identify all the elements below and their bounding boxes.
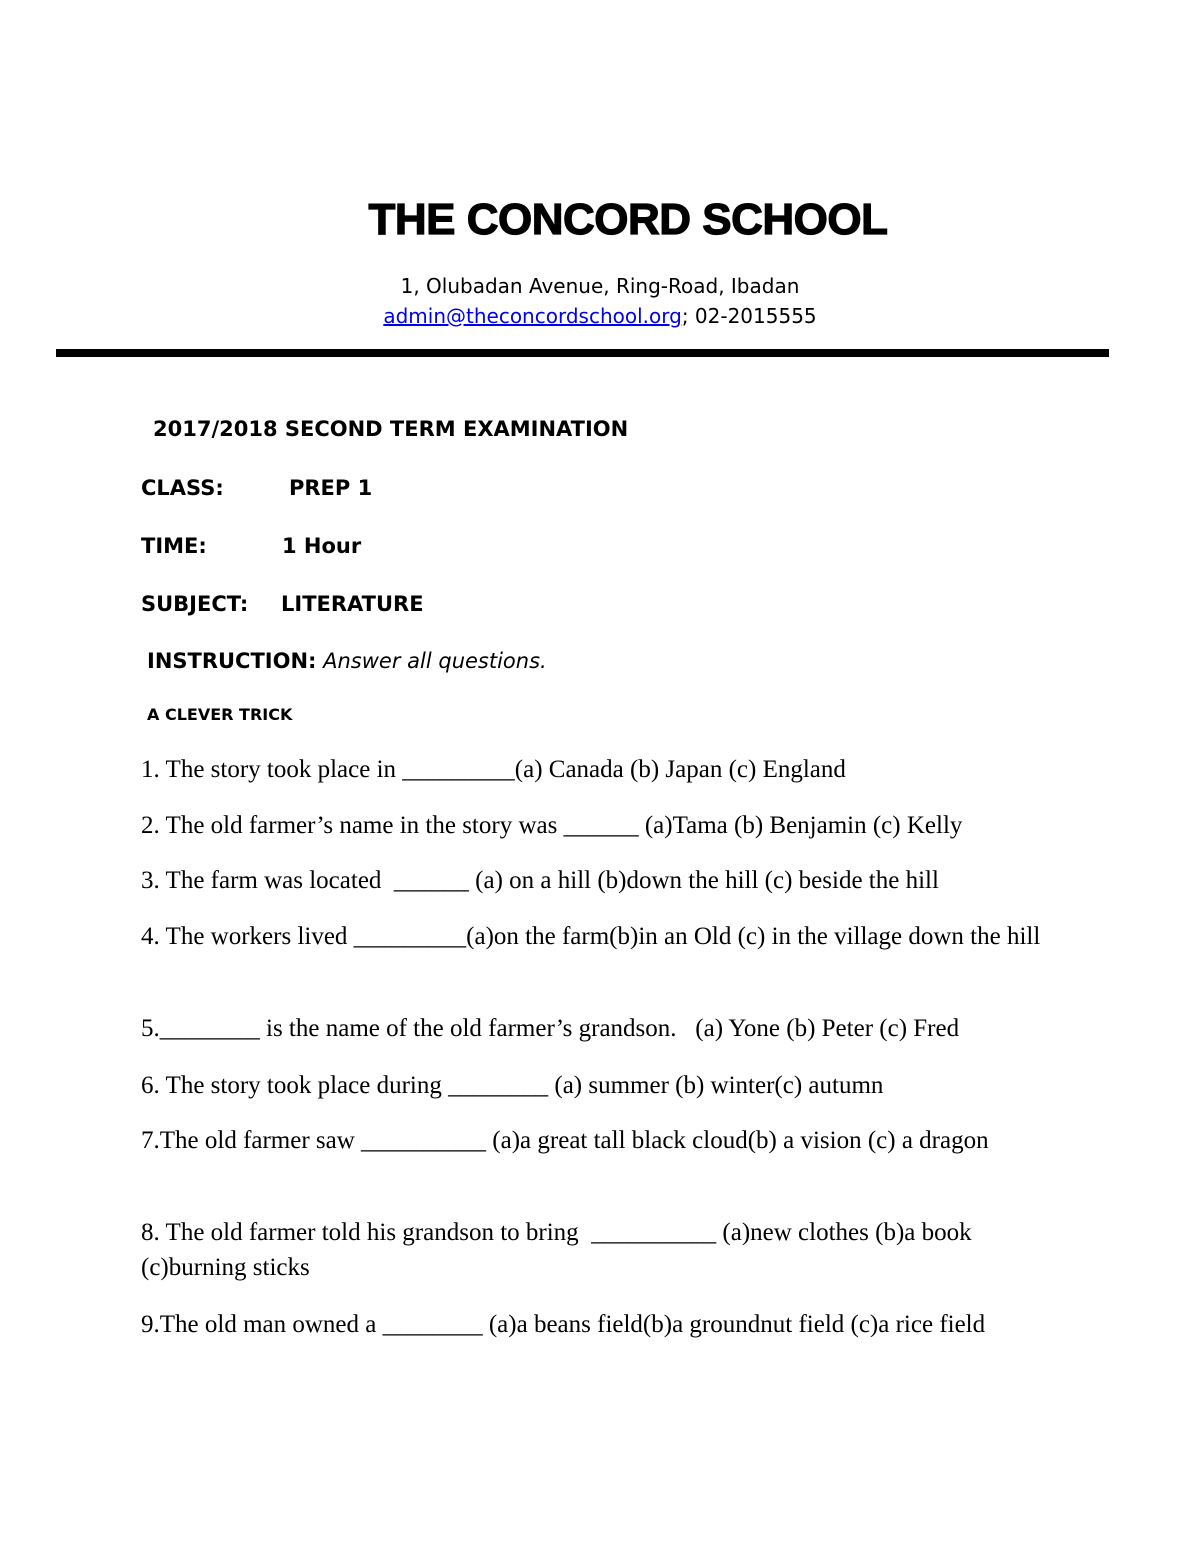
header-divider — [56, 349, 1109, 357]
school-contact — [0, 302, 1200, 330]
question-7: 7.The old farmer saw __________ (a)a great tall black cloud(b) a vision (c) a dragon — [141, 1127, 989, 1154]
question-1: 1. The story took place in _________(a) Canada (b) Japan (c) England — [141, 756, 846, 783]
time-label: TIME: — [141, 534, 207, 558]
subject-label: SUBJECT: — [141, 592, 249, 616]
question-8: 8. The old farmer told his grandson to bring __________ (a)new clothes (b)a book (c)burning sticks — [141, 1219, 978, 1281]
exam-title: 2017/2018 SECOND TERM EXAMINATION — [153, 417, 629, 441]
question-6: 6. The story took place during ________ (a) summer (b) winter(c) autumn — [141, 1072, 884, 1099]
email-link[interactable]: admin@theconcordschool.org — [383, 304, 682, 328]
class-label: CLASS: — [141, 476, 224, 500]
subject-value: LITERATURE — [281, 592, 424, 616]
question-4: 4. The workers lived _________(a)on the farm(b)in an Old (c) in the village down the hill — [141, 923, 1041, 950]
story-title: A CLEVER TRICK — [147, 705, 293, 724]
school-address: 1, Olubadan Avenue, Ring-Road, Ibadan — [400, 274, 800, 298]
question-5: 5.________ is the name of the old farmer’s grandson. (a) Yone (b) Peter (c) Fred — [141, 1015, 960, 1042]
question-3: 3. The farm was located ______ (a) on a hill (b)down the hill (c) beside the hill — [141, 867, 939, 894]
question-9: 9.The old man owned a ________ (a)a beans field(b)a groundnut field (c)a rice field — [141, 1311, 986, 1338]
instruction-label: INSTRUCTION: — [147, 649, 317, 673]
instruction — [147, 646, 547, 676]
question-2: 2. The old farmer’s name in the story was ______ (a)Tama (b) Benjamin (c) Kelly — [141, 812, 963, 839]
class-value: PREP 1 — [289, 476, 373, 500]
time-value: 1 Hour — [282, 534, 362, 558]
instruction-text: Answer all questions. — [323, 649, 547, 673]
school-name: THE CONCORD SCHOOL — [368, 195, 888, 244]
phone-number: ; 02-2015555 — [681, 304, 817, 328]
